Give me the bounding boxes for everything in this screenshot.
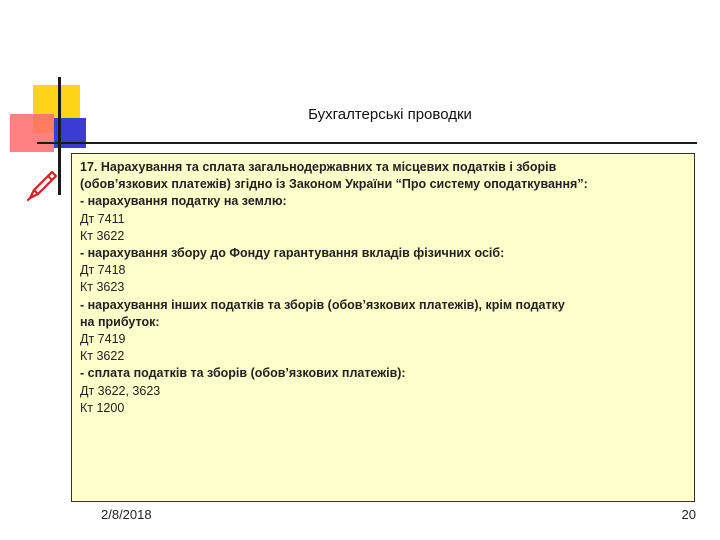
page-number: 20 (681, 507, 696, 522)
content-line: - нарахування податку на землю: (80, 194, 287, 209)
pen-icon (24, 166, 60, 202)
content-line: Дт 7418 (80, 263, 126, 278)
content-line: Кт 3623 (80, 280, 125, 295)
decor-red-square (10, 114, 54, 152)
content-line: Дт 7419 (80, 332, 126, 347)
slide-title: Бухгалтерські проводки (308, 106, 472, 123)
footer-date: 2/8/2018 (101, 507, 152, 522)
content-box (71, 153, 695, 502)
content-text (80, 159, 686, 417)
content-line: на прибуток: (80, 314, 160, 329)
content-line: Дт 7411 (80, 211, 125, 226)
content-line: 17. Нарахування та сплата загальнодержавних та місцевих податків і зборів (80, 160, 557, 174)
content-line: Кт 1200 (80, 400, 125, 415)
content-line: (обов’язкових платежів) згідно із Законом України “Про систему оподаткування”: (80, 177, 588, 192)
title-underline (37, 142, 697, 144)
content-line: Кт 3622 (80, 228, 125, 243)
content-line: - сплата податків та зборів (обов’язкових платежів): (80, 366, 406, 381)
content-line: Кт 3622 (80, 349, 125, 364)
content-line: - нарахування інших податків та зборів (обов’язкових платежів), крім податку (80, 297, 565, 312)
content-line: - нарахування збору до Фонду гарантування вкладів фізичних осіб: (80, 246, 505, 261)
content-line: Дт 3622, 3623 (80, 383, 161, 398)
